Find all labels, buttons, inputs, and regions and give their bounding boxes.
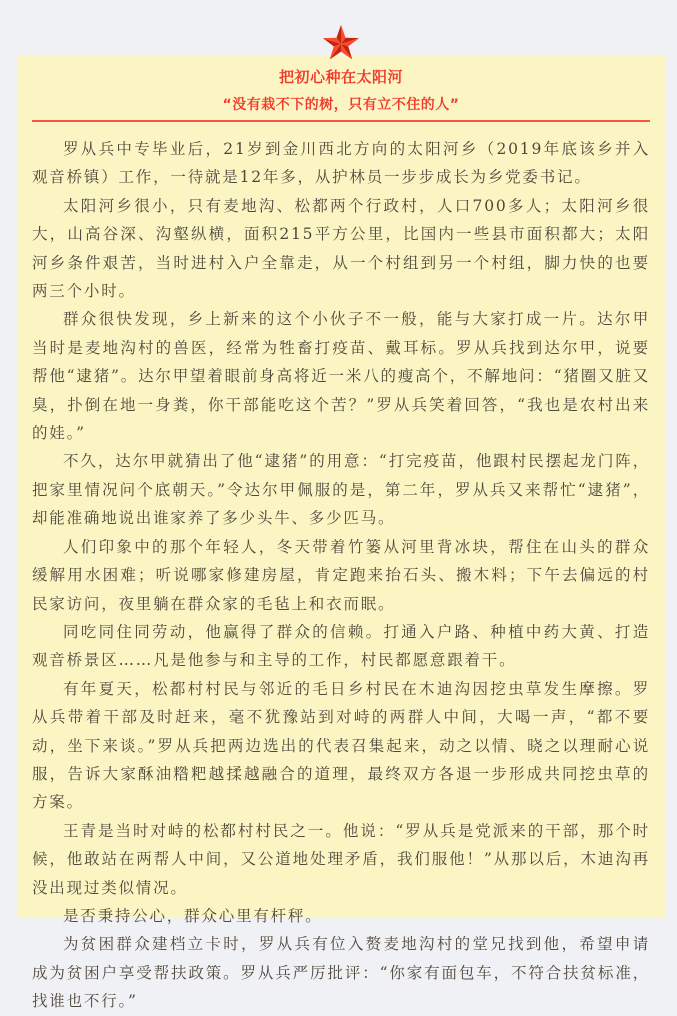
- paragraph: 王青是当时对峙的松都村村民之一。他说：“罗从兵是党派来的干部，那个时候，他敢站在两帮人中间，又公道地处理矛盾，我们服他！”从那以后，木迪沟再没出现过类似情况。: [32, 821, 650, 897]
- article-body: [32, 135, 650, 1016]
- paragraph: 人们印象中的那个年轻人，冬天带着竹篓从河里背冰块，帮住在山头的群众缓解用水困难；听说哪家修建房屋，肯定跑来抬石头、搬木料；下午去偏远的村民家访问，夜里躺在群众家的毛毡上和衣而眠。: [32, 537, 650, 613]
- paragraph: 群众很快发现，乡上新来的这个小伙子不一般，能与大家打成一片。达尔甲当时是麦地沟村的兽医，经常为牲畜打疫苗、戴耳标。罗从兵找到达尔甲，说要帮他“逮猪”。达尔甲望着眼前身高将近一米八的瘦高个，不解地问：“猪圈又脏又臭，扑倒在地一身粪，你干部能吃这个苦？”罗从兵笑着回答，“我也是农村出来的娃。”: [32, 310, 650, 443]
- paragraph: 太阳河乡很小，只有麦地沟、松都两个行政村，人口700多人；太阳河乡很大，山高谷深、沟壑纵横，面积215平方公里，比国内一些县市面积都大；太阳河乡条件艰苦，当时进村入户全靠走，从一个村组到另一个村组，脚力快的也要两三个小时。: [32, 196, 650, 301]
- article-title: 把初心种在太阳河: [278, 68, 403, 86]
- red-star-icon: [320, 23, 362, 65]
- paragraph: 同吃同住同劳动，他赢得了群众的信赖。打通入户路、种植中药大黄、打造观音桥景区……凡是他参与和主导的工作，村民都愿意跟着干。: [32, 622, 650, 670]
- paragraph: 不久，达尔甲就猜出了他“逮猪”的用意：“打完疫苗，他跟村民摆起龙门阵，把家里情况问个底朝天。”令达尔甲佩服的是，第二年，罗从兵又来帮忙“逮猪”，却能准确地说出谁家养了多少头牛、多少匹马。: [32, 452, 650, 528]
- paragraph: 为贫困群众建档立卡时，罗从兵有位入赘麦地沟村的堂兄找到他，希望申请成为贫困户享受帮扶政策。罗从兵严厉批评：“你家有面包车，不符合扶贫标准，找谁也不行。”: [32, 935, 650, 1011]
- paragraph: 罗从兵中专毕业后，21岁到金川西北方向的太阳河乡（2019年底该乡并入观音桥镇）工作，一待就是12年多，从护林员一步步成长为乡党委书记。: [32, 140, 650, 187]
- article-subtitle: “没有栽不下的树，只有立不住的人”: [222, 97, 460, 113]
- article-card: [17, 55, 665, 1011]
- paragraph: 有年夏天，松都村村民与邻近的毛日乡村民在木迪沟因挖虫草发生摩擦。罗从兵带着干部及时赶来，毫不犹豫站到对峙的两群人中间，大喝一声，“都不要动，坐下来谈。”罗从兵把两边选出的代表召集起来，动之以情、晓之以理耐心说服，告诉大家酥油糌粑越揉越融合的道理，最终双方各退一步形成共同挖虫草的方案。: [32, 679, 650, 812]
- title-divider: [32, 120, 650, 122]
- paragraph: 是否秉持公心，群众心里有杆秤。: [63, 906, 323, 925]
